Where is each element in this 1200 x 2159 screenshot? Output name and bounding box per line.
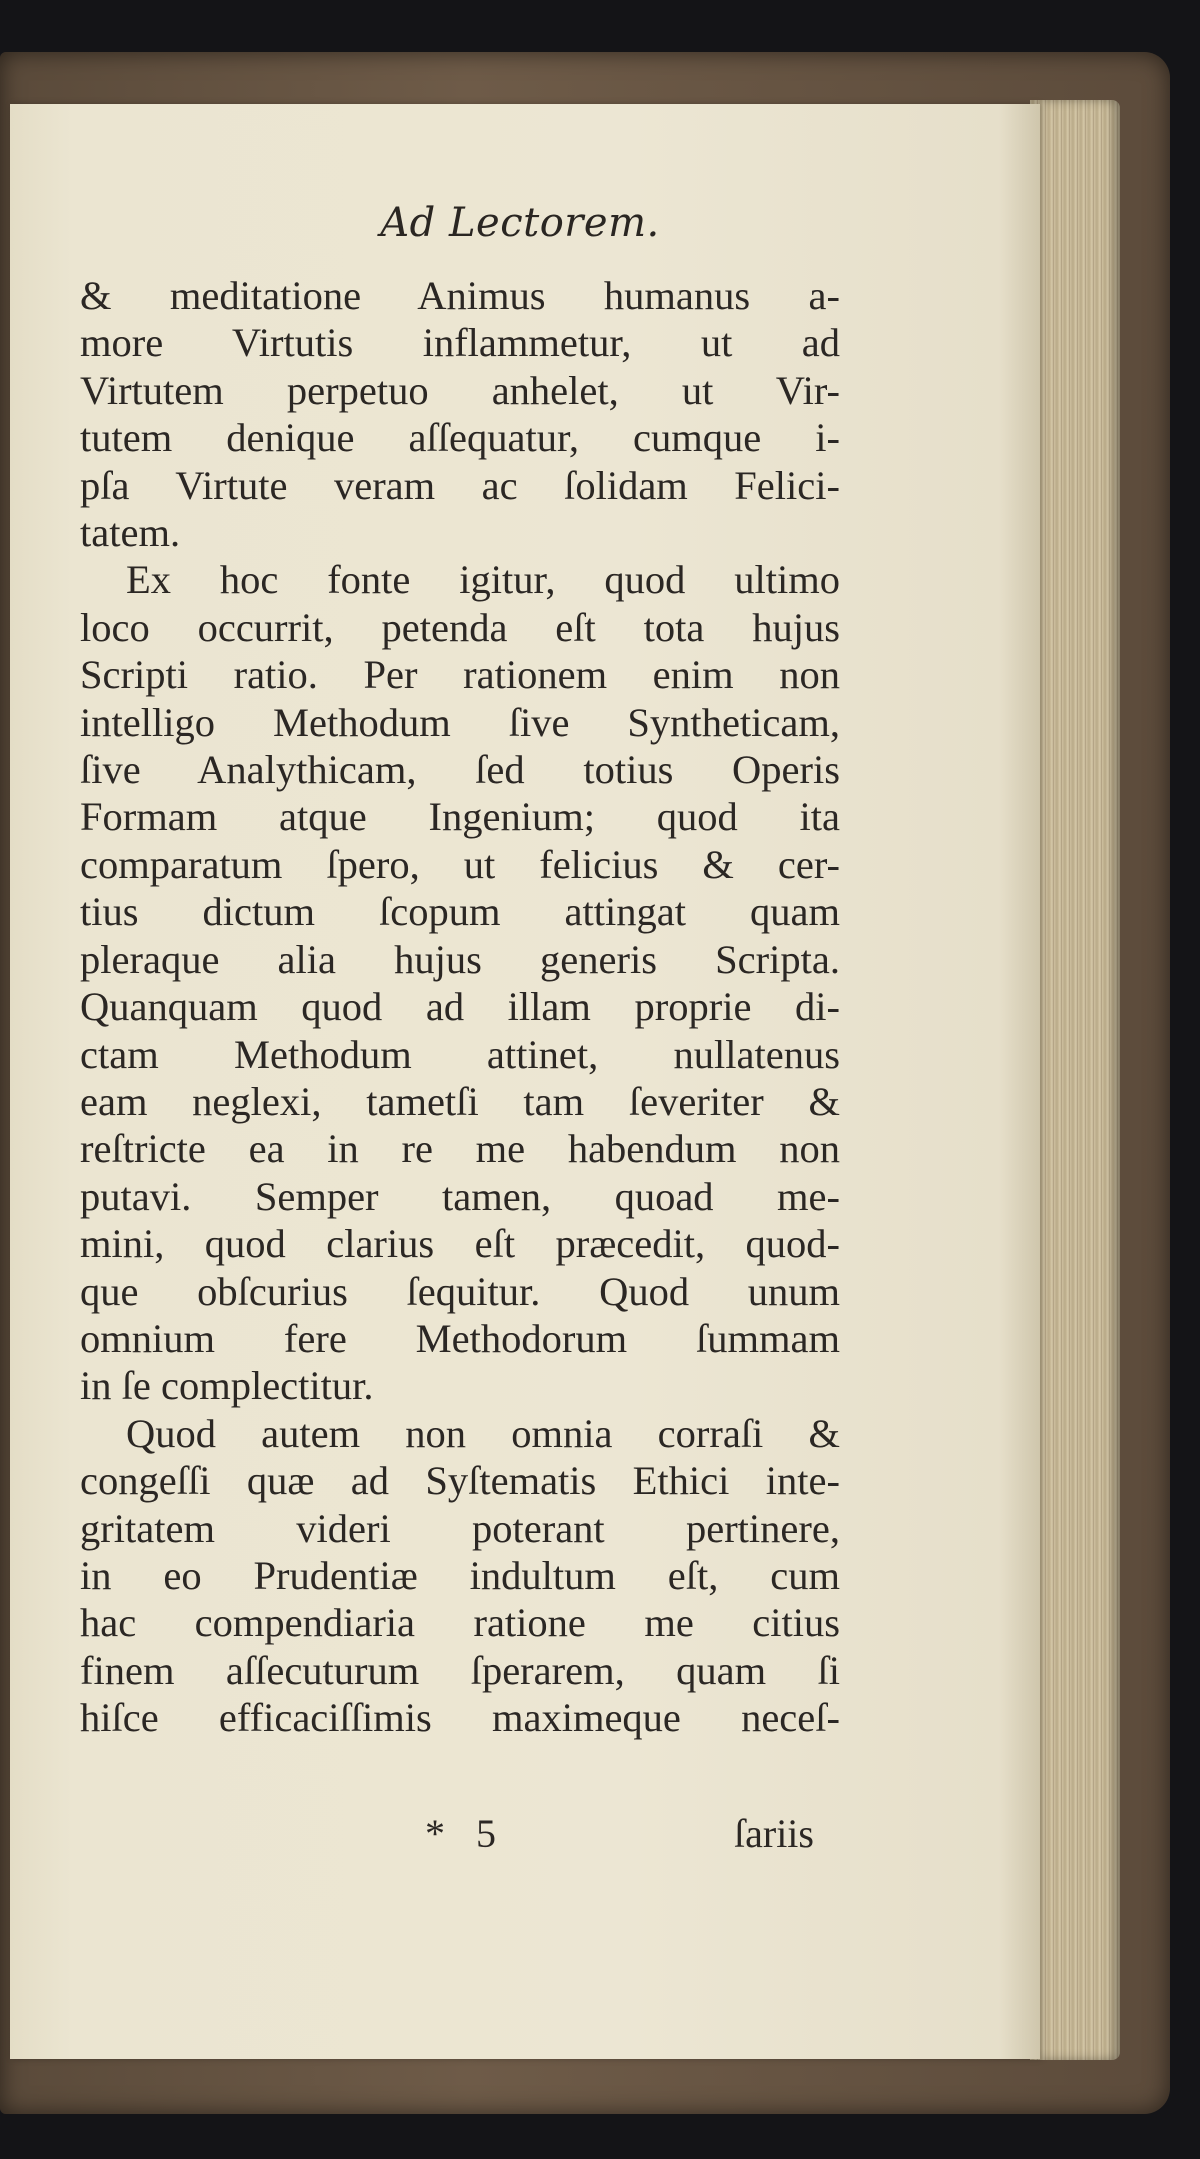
text-line: Virtutem perpetuo anhelet, ut Vir- [80, 367, 840, 413]
text-line: & meditatione Animus humanus a- [80, 273, 840, 318]
text-line: reſtricte ea in re me habendum non [80, 1126, 840, 1172]
text-line: more Virtutis inflammetur, ut ad [80, 320, 840, 366]
text-line: hac compendiaria ratione me citius [80, 1600, 840, 1646]
text-line: omnium fere Methodorum ſummam [80, 1315, 840, 1361]
text-line: tutem denique aſſequatur, cumque i- [80, 415, 840, 461]
text-line: Ex hoc fonte igitur, quod ultimo [126, 557, 840, 603]
text-line: que obſcurius ſequitur. Quod unum [80, 1268, 840, 1314]
text-line: loco occurrit, petenda eſt tota hujus [80, 604, 840, 650]
text-line: Formam atque Ingenium; quod ita [80, 794, 840, 840]
text-line: putavi. Semper tamen, quoad me- [80, 1173, 840, 1219]
running-head: Ad Lectorem. [380, 200, 660, 246]
paragraph-1 [80, 272, 840, 556]
signature-mark: * [425, 1811, 445, 1856]
text-line: tatem. [80, 510, 181, 556]
text-line: in eo Prudentiæ indultum eſt, cum [80, 1552, 840, 1598]
text-line: in ſe complectitur. [80, 1363, 374, 1409]
text-line: gritatem videri poterant pertinere, [80, 1505, 840, 1551]
signature-number: 5 [476, 1811, 496, 1856]
text-line: eam neglexi, tametſi tam ſeveriter & [80, 1078, 840, 1124]
text-line: congeſſi quæ ad Syſtematis Ethici inte- [80, 1458, 840, 1504]
text-line: ſive Analythicam, ſed totius Operis [80, 747, 840, 793]
text-line: comparatum ſpero, ut felicius & cer- [80, 841, 840, 887]
text-line: finem aſſecuturum ſperarem, quam ſi [80, 1647, 840, 1693]
paragraph-3 [80, 1410, 840, 1742]
text-line: pleraque alia hujus generis Scripta. [80, 936, 840, 982]
text-line: tius dictum ſcopum attingat quam [80, 889, 840, 935]
text-line: mini, quod clarius eſt præcedit, quod- [80, 1221, 840, 1267]
text-line: Quod autem non omnia corraſi & [126, 1410, 840, 1456]
text-line: pſa Virtute veram ac ſolidam Felici- [80, 462, 840, 508]
body-text [80, 272, 840, 1742]
text-line: hiſce efficaciſſimis maximeque neceſ- [80, 1695, 840, 1741]
text-line: Scripti ratio. Per rationem enim non [80, 652, 840, 698]
text-line: Quanquam quod ad illam proprie di- [80, 984, 840, 1030]
page-edges [1030, 100, 1120, 2060]
catchword: ſariis [734, 1811, 814, 1856]
text-line: ctam Methodum attinet, nullatenus [80, 1031, 840, 1077]
text-line: intelligo Methodum ſive Syntheticam, [80, 699, 840, 745]
paragraph-2 [80, 556, 840, 1409]
